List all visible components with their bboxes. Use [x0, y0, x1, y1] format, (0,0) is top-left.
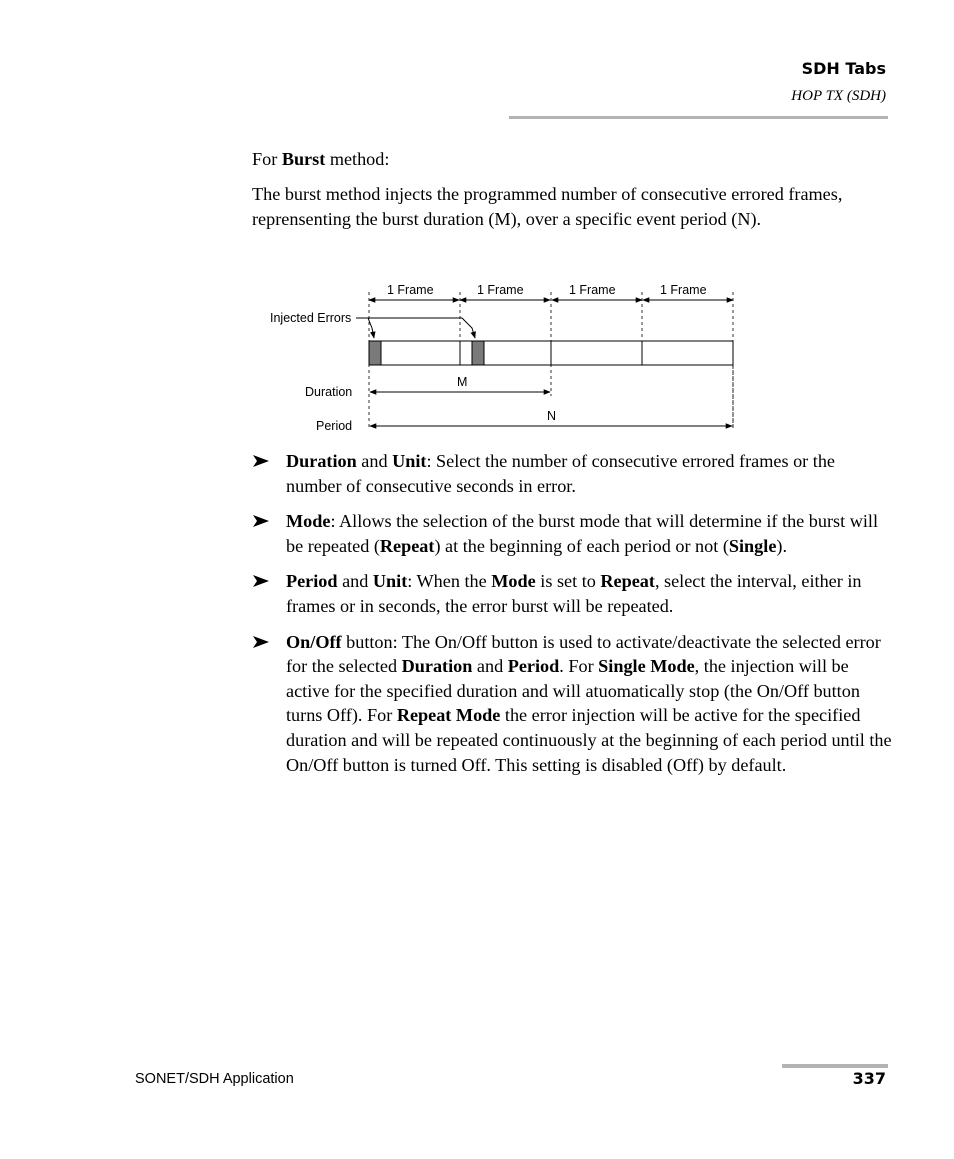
footer-rule [782, 1064, 888, 1068]
bullet-item [252, 569, 892, 618]
bullet-bold-term: Single Mode [598, 656, 695, 677]
intro-paragraph [252, 182, 892, 231]
n-label: N [547, 409, 557, 423]
bullet-bold-term: Single [728, 535, 777, 556]
bullet-text: Mode: Allows the selection of the burst mode that will determine if the burst will be repeated (Repeat) at the beginning of each period or not (Single). [286, 511, 878, 556]
error-block-1 [369, 341, 381, 365]
bullet-bold-term: Unit [372, 571, 408, 592]
bullet-text: Duration and Unit: Select the number of consecutive errored frames or the number of consecutive seconds in error. [286, 451, 835, 496]
header-subtitle: HOP TX (SDH) [791, 88, 886, 104]
bullet-bold-term: Duration [286, 451, 357, 471]
bullet-arrow-icon [252, 512, 270, 530]
bullet-arrow-icon [252, 633, 270, 651]
bullet-item [252, 630, 892, 778]
intro-bold: Burst [281, 149, 326, 169]
bullet-bold-term: Repeat [600, 571, 655, 592]
bullet-list [252, 449, 892, 788]
header-title: SDH Tabs [801, 59, 886, 78]
bullet-bold-term: Duration [401, 656, 473, 677]
burst-diagram [262, 278, 742, 438]
m-label: M [457, 375, 468, 389]
bullet-arrow-icon [252, 572, 270, 590]
injected-errors-label: Injected Errors [270, 311, 352, 325]
duration-label: Duration [305, 385, 353, 399]
bullet-arrow-icon [252, 452, 270, 470]
bullet-item [252, 449, 892, 498]
bullet-bold-term: On/Off [286, 631, 342, 652]
bullet-bold-term: Repeat [379, 535, 435, 556]
frame-label-2: 1 Frame [477, 283, 524, 297]
period-label: Period [316, 419, 353, 433]
intro-line [252, 147, 892, 172]
bullet-item [252, 509, 892, 558]
frame-row [369, 341, 733, 365]
frame-label-4: 1 Frame [660, 283, 707, 297]
bullet-bold-term: Mode [491, 571, 536, 592]
bullet-bold-term: Period [507, 656, 560, 677]
bullet-bold-term: Unit [392, 451, 427, 471]
intro-suffix: method: [325, 149, 390, 169]
frame-label-1: 1 Frame [387, 283, 434, 297]
bullet-text: Period and Unit: When the Mode is set to Repeat, select the interval, either in frames or in seconds, the error burst will be repeated. [286, 571, 862, 616]
header-rule [509, 116, 888, 119]
frame-label-3: 1 Frame [569, 283, 616, 297]
injected-leaders [356, 318, 475, 338]
bullet-bold-term: Repeat Mode [396, 705, 501, 726]
intro-paragraph-text: The burst method injects the programmed number of consecutive errored frames, reprensenting the burst duration (M), over a specific event period (N). [252, 184, 843, 229]
intro-prefix: For [252, 149, 282, 169]
bullet-bold-term: Period [286, 571, 338, 592]
bullet-text: On/Off button: The On/Off button is used to activate/deactivate the selected error for the selected Duration and Period. For Single Mode, the injection will be active for the specified duration and will atuomatically stop (the On/Off button turns Off). For Repeat Mode the error injection will be active for the specified duration and will be repeated continuously at the beginning of each period until the On/Off button is turned Off. This setting is disabled (Off) by default. [286, 631, 892, 775]
footer-section-title: SONET/SDH Application [135, 1071, 294, 1087]
page-number: 337 [852, 1069, 886, 1088]
bullet-bold-term: Mode [286, 511, 331, 532]
error-block-2 [472, 341, 484, 365]
